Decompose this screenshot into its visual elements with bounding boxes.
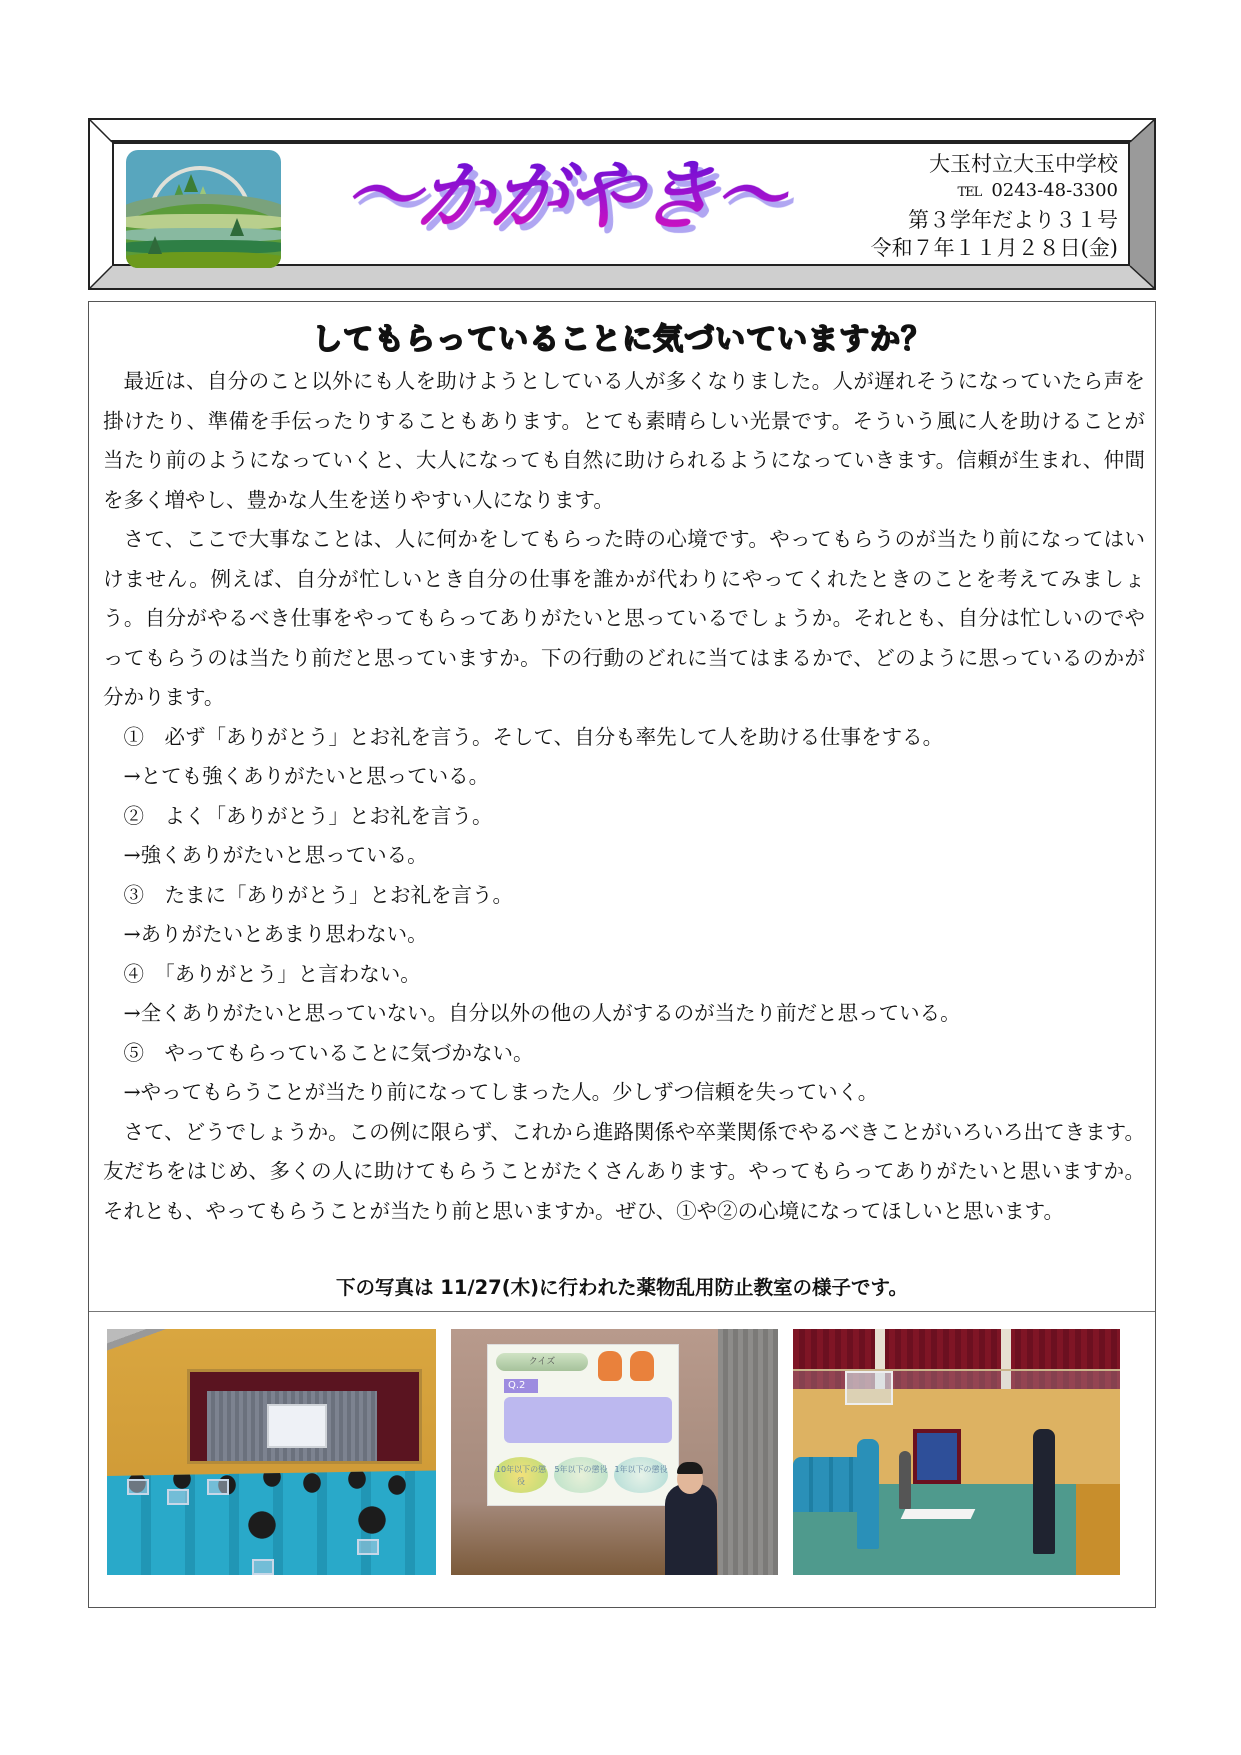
list-action: たまに「ありがとう」とお礼を言う。: [164, 882, 513, 907]
slide-label: クイズ: [496, 1353, 588, 1371]
photo-caption: 下の写真は 11/27(木)に行われた薬物乱用防止教室の様子です。: [336, 1276, 908, 1299]
student-representative: [857, 1439, 879, 1549]
list-number: ④: [123, 961, 144, 986]
list-result: →ありがたいとあまり思わない。: [123, 922, 428, 946]
quiz-slide: [487, 1344, 679, 1506]
bevel-bottom: [90, 266, 1154, 288]
projector-screen: [267, 1404, 327, 1448]
header-face: [112, 142, 1130, 266]
list-item: [103, 876, 1145, 916]
article-body: [103, 362, 1145, 1231]
list-action: よく「ありがとう」とお礼を言う。: [164, 803, 493, 828]
bear-icon: [598, 1351, 622, 1381]
paragraph: さて、ここで大事なことは、人に何かをしてもらった時の心境です。やってもらうのが当たり前になってはいけません。例えば、自分が忙しいとき自分の仕事を誰かが代わりにやってくれたときのことを考えてみましょう。自分がやるべき仕事をやってもらってありがたいと思っているでしょうか。それとも、自分は忙しいのでやってもらうのは当たり前だと思っていますか。下の行動のどれに当てはまるかで、どのように思っているのかが分かります。: [103, 527, 1145, 709]
article-box: [88, 301, 1156, 1608]
tel-number: 0243-48-3300: [991, 180, 1118, 201]
list-result: →やってもらうことが当たり前になってしまった人。少しずつ信頼を失っていく。: [123, 1080, 879, 1104]
list-item: [103, 1034, 1145, 1074]
list-result: →全くありがたいと思っていない。自分以外の他の人がするのが当たり前だと思っている。: [123, 1001, 961, 1025]
photo-gym-thanks: [793, 1329, 1120, 1575]
list-action: やってもらっていることに気づかない。: [164, 1040, 534, 1065]
speaker: [665, 1484, 717, 1575]
choice-cloud: 10年以下の懲役: [494, 1457, 548, 1493]
list-number: ①: [123, 724, 144, 749]
school-info: [871, 150, 1118, 262]
article-title: してもらっていることに気づいていますか？: [312, 322, 932, 357]
bevel-top: [90, 120, 1154, 142]
projector-table: [901, 1509, 976, 1519]
slide-question-number: Q.2: [504, 1379, 538, 1393]
choice-cloud: 1年以下の懲役: [614, 1457, 668, 1493]
school-tel: [871, 178, 1118, 206]
list-item: [103, 797, 1145, 837]
masthead-title: ～かがやき～: [339, 151, 793, 240]
bevel-left: [90, 120, 112, 288]
students-seated: [793, 1457, 863, 1512]
section-divider: [89, 1311, 1155, 1312]
list-result: →強くありがたいと思っている。: [123, 843, 428, 867]
closing-paragraph: さて、どうでしょうか。この例に限らず、これから進路関係や卒業関係でやるべきことがいろいろ出てきます。友だちをはじめ、多くの人に助けてもらうことがたくさんあります。やってもらってありがたいと思いますか。それとも、やってもらうことが当たり前と思いますか。ぜひ、①や②の心境になってほしいと思います。: [103, 1119, 1145, 1223]
basketball-hoop: [845, 1371, 893, 1405]
camera-operator: [899, 1451, 911, 1509]
list-result: →とても強くありがたいと思っている。: [123, 764, 490, 788]
list-number: ③: [123, 882, 144, 907]
list-action: 必ず「ありがとう」とお礼を言う。そして、自分も率先して人を助ける仕事をする。: [164, 724, 944, 749]
issue-date: 令和７年１１月２８日(金): [870, 236, 1118, 260]
list-number: ②: [123, 803, 144, 828]
list-item: [103, 955, 1145, 995]
list-number: ⑤: [123, 1040, 144, 1065]
paragraph: 最近は、自分のこと以外にも人を助けようとしている人が多くなりました。人が遅れそうになっていたら声を掛けたり、準備を手伝ったりすることもあります。とても素晴らしい光景です。そういう風に人を助けることが当たり前のようになっていくと、大人になっても自然に助けられるようになっていきます。信頼が生まれ、仲間を多く増やし、豊かな人生を送りやすい人になります。: [103, 369, 1145, 512]
photo-quiz-slide: [451, 1329, 778, 1575]
lecturer: [1033, 1429, 1055, 1554]
issue-number: 第３学年だより３１号: [908, 208, 1118, 232]
list-item: [103, 718, 1145, 758]
landscape-logo-icon: [126, 150, 281, 268]
choice-cloud: 5年以下の懲役: [554, 1457, 608, 1493]
bear-icon: [630, 1351, 654, 1381]
school-name: 大玉村立大玉中学校: [929, 152, 1118, 176]
newsletter-header: [88, 118, 1156, 290]
tel-label: TEL: [957, 185, 982, 200]
photo-assembly-hall: [107, 1329, 436, 1575]
list-action: 「ありがとう」と言わない。: [164, 961, 421, 986]
bevel-right: [1130, 120, 1154, 288]
